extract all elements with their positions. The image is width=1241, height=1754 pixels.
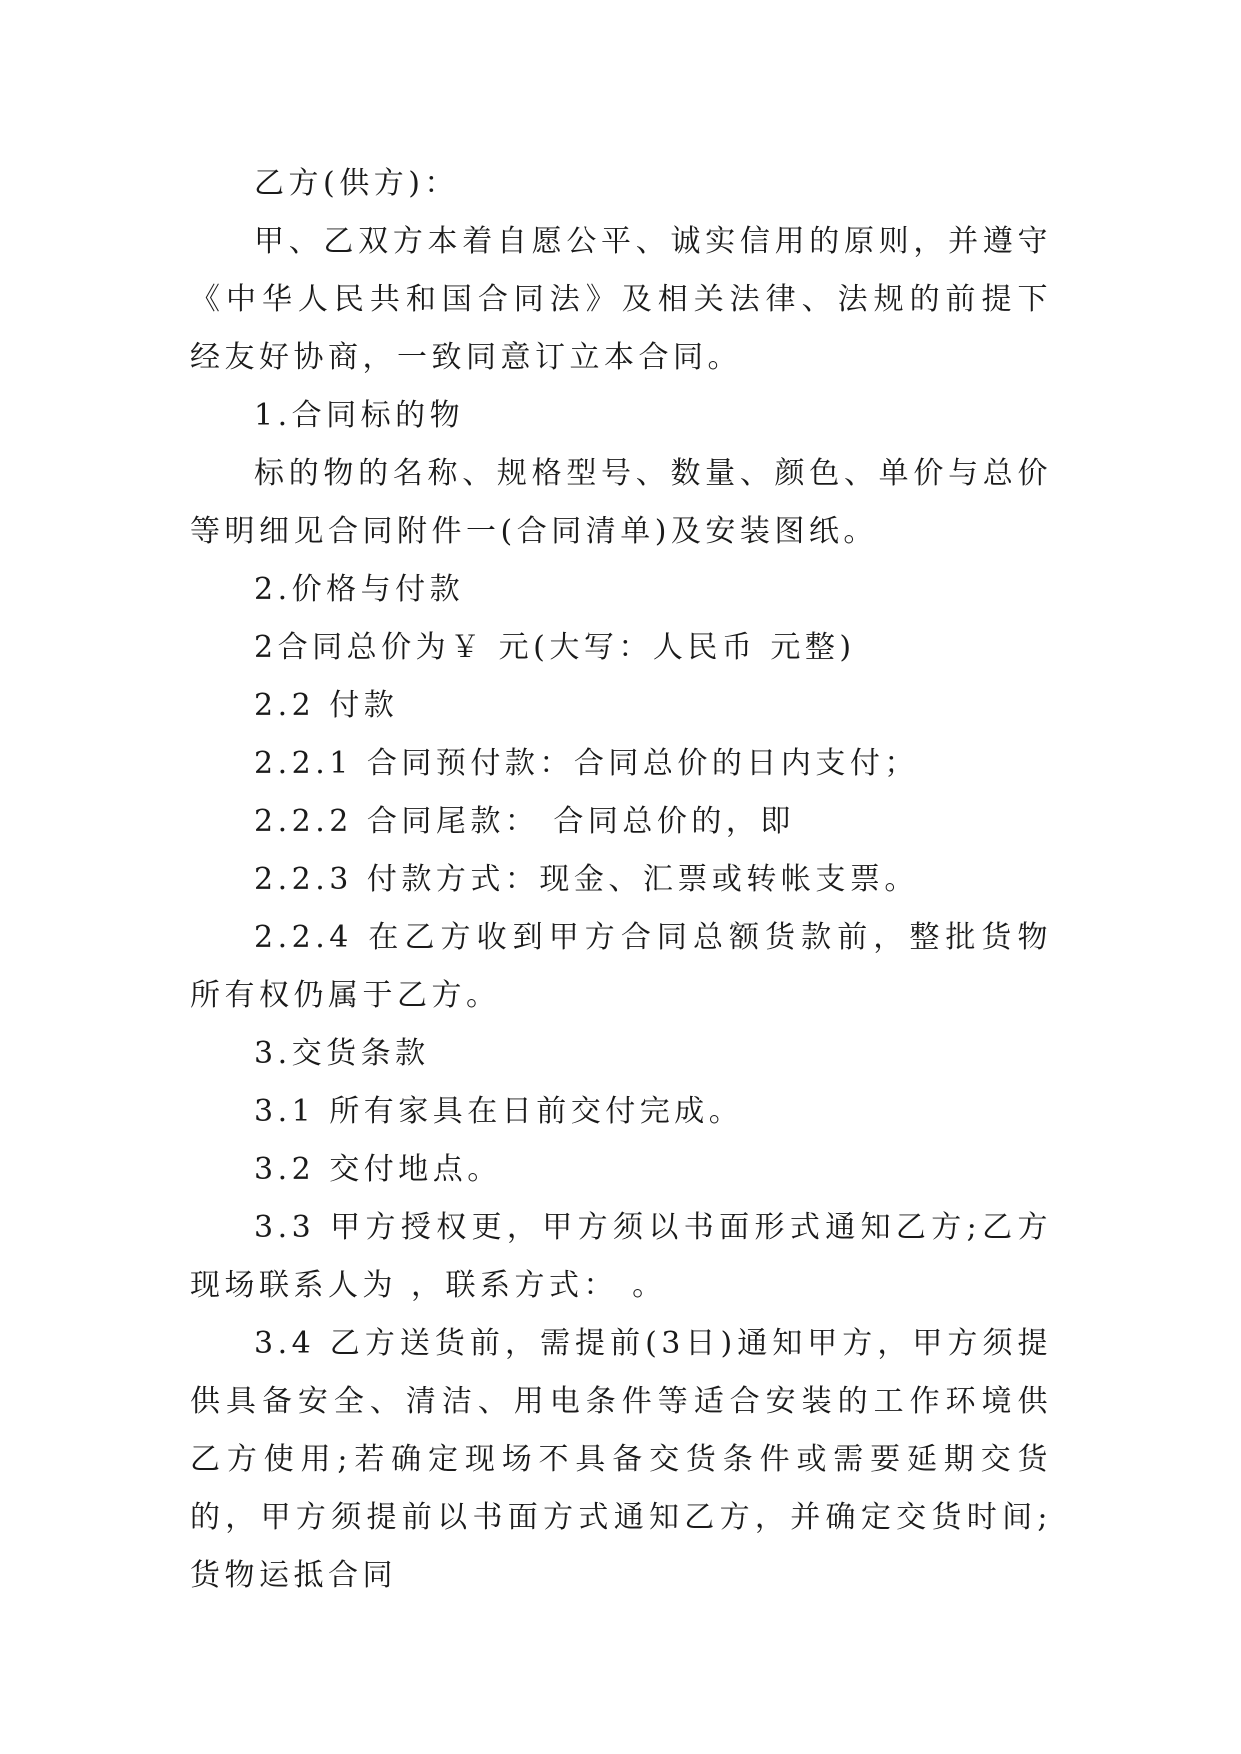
clause-2-2-4: 2.2.4 在乙方收到甲方合同总额货款前，整批货物所有权仍属于乙方。	[190, 920, 1052, 1013]
party-b-line: 乙方(供方)：	[254, 166, 459, 201]
clause-3-2: 3.2 交付地点。	[254, 1152, 502, 1187]
section-1-body: 标的物的名称、规格型号、数量、颜色、单价与总价等明细见合同附件一(合同清单)及安装图纸。	[190, 456, 1052, 549]
document-page	[190, 155, 1052, 1605]
section-3-heading: 3.交货条款	[254, 1036, 430, 1071]
clause-3-1: 3.1 所有家具在日前交付完成。	[254, 1094, 744, 1129]
preamble-paragraph: 甲、乙双方本着自愿公平、诚实信用的原则，并遵守《中华人民共和国合同法》及相关法律、法规的前提下经友好协商，一致同意订立本合同。	[190, 224, 1052, 375]
section-2-heading: 2.价格与付款	[254, 572, 465, 607]
clause-3-4: 3.4 乙方送货前，需提前(3日)通知甲方，甲方须提供具备安全、清洁、用电条件等适合安装的工作环境供乙方使用;若确定现场不具备交货条件或需要延期交货的，甲方须提前以书面方式通知乙方，并确定交货时间;货物运抵合同	[190, 1326, 1052, 1593]
clause-3-3: 3.3 甲方授权更，甲方须以书面形式通知乙方;乙方现场联系人为 ，联系方式： 。	[190, 1210, 1052, 1303]
clause-2-2-3: 2.2.3 付款方式：现金、汇票或转帐支票。	[254, 862, 919, 897]
clause-2-2-1: 2.2.1 合同预付款：合同总价的日内支付；	[254, 746, 919, 781]
section-1-heading: 1.合同标的物	[254, 398, 465, 433]
clause-2-total-price: 2合同总价为￥ 元(大写：人民币 元整)	[254, 630, 856, 665]
clause-2-2-2: 2.2.2 合同尾款： 合同总价的，即	[254, 804, 795, 839]
clause-2-2: 2.2 付款	[254, 688, 399, 723]
